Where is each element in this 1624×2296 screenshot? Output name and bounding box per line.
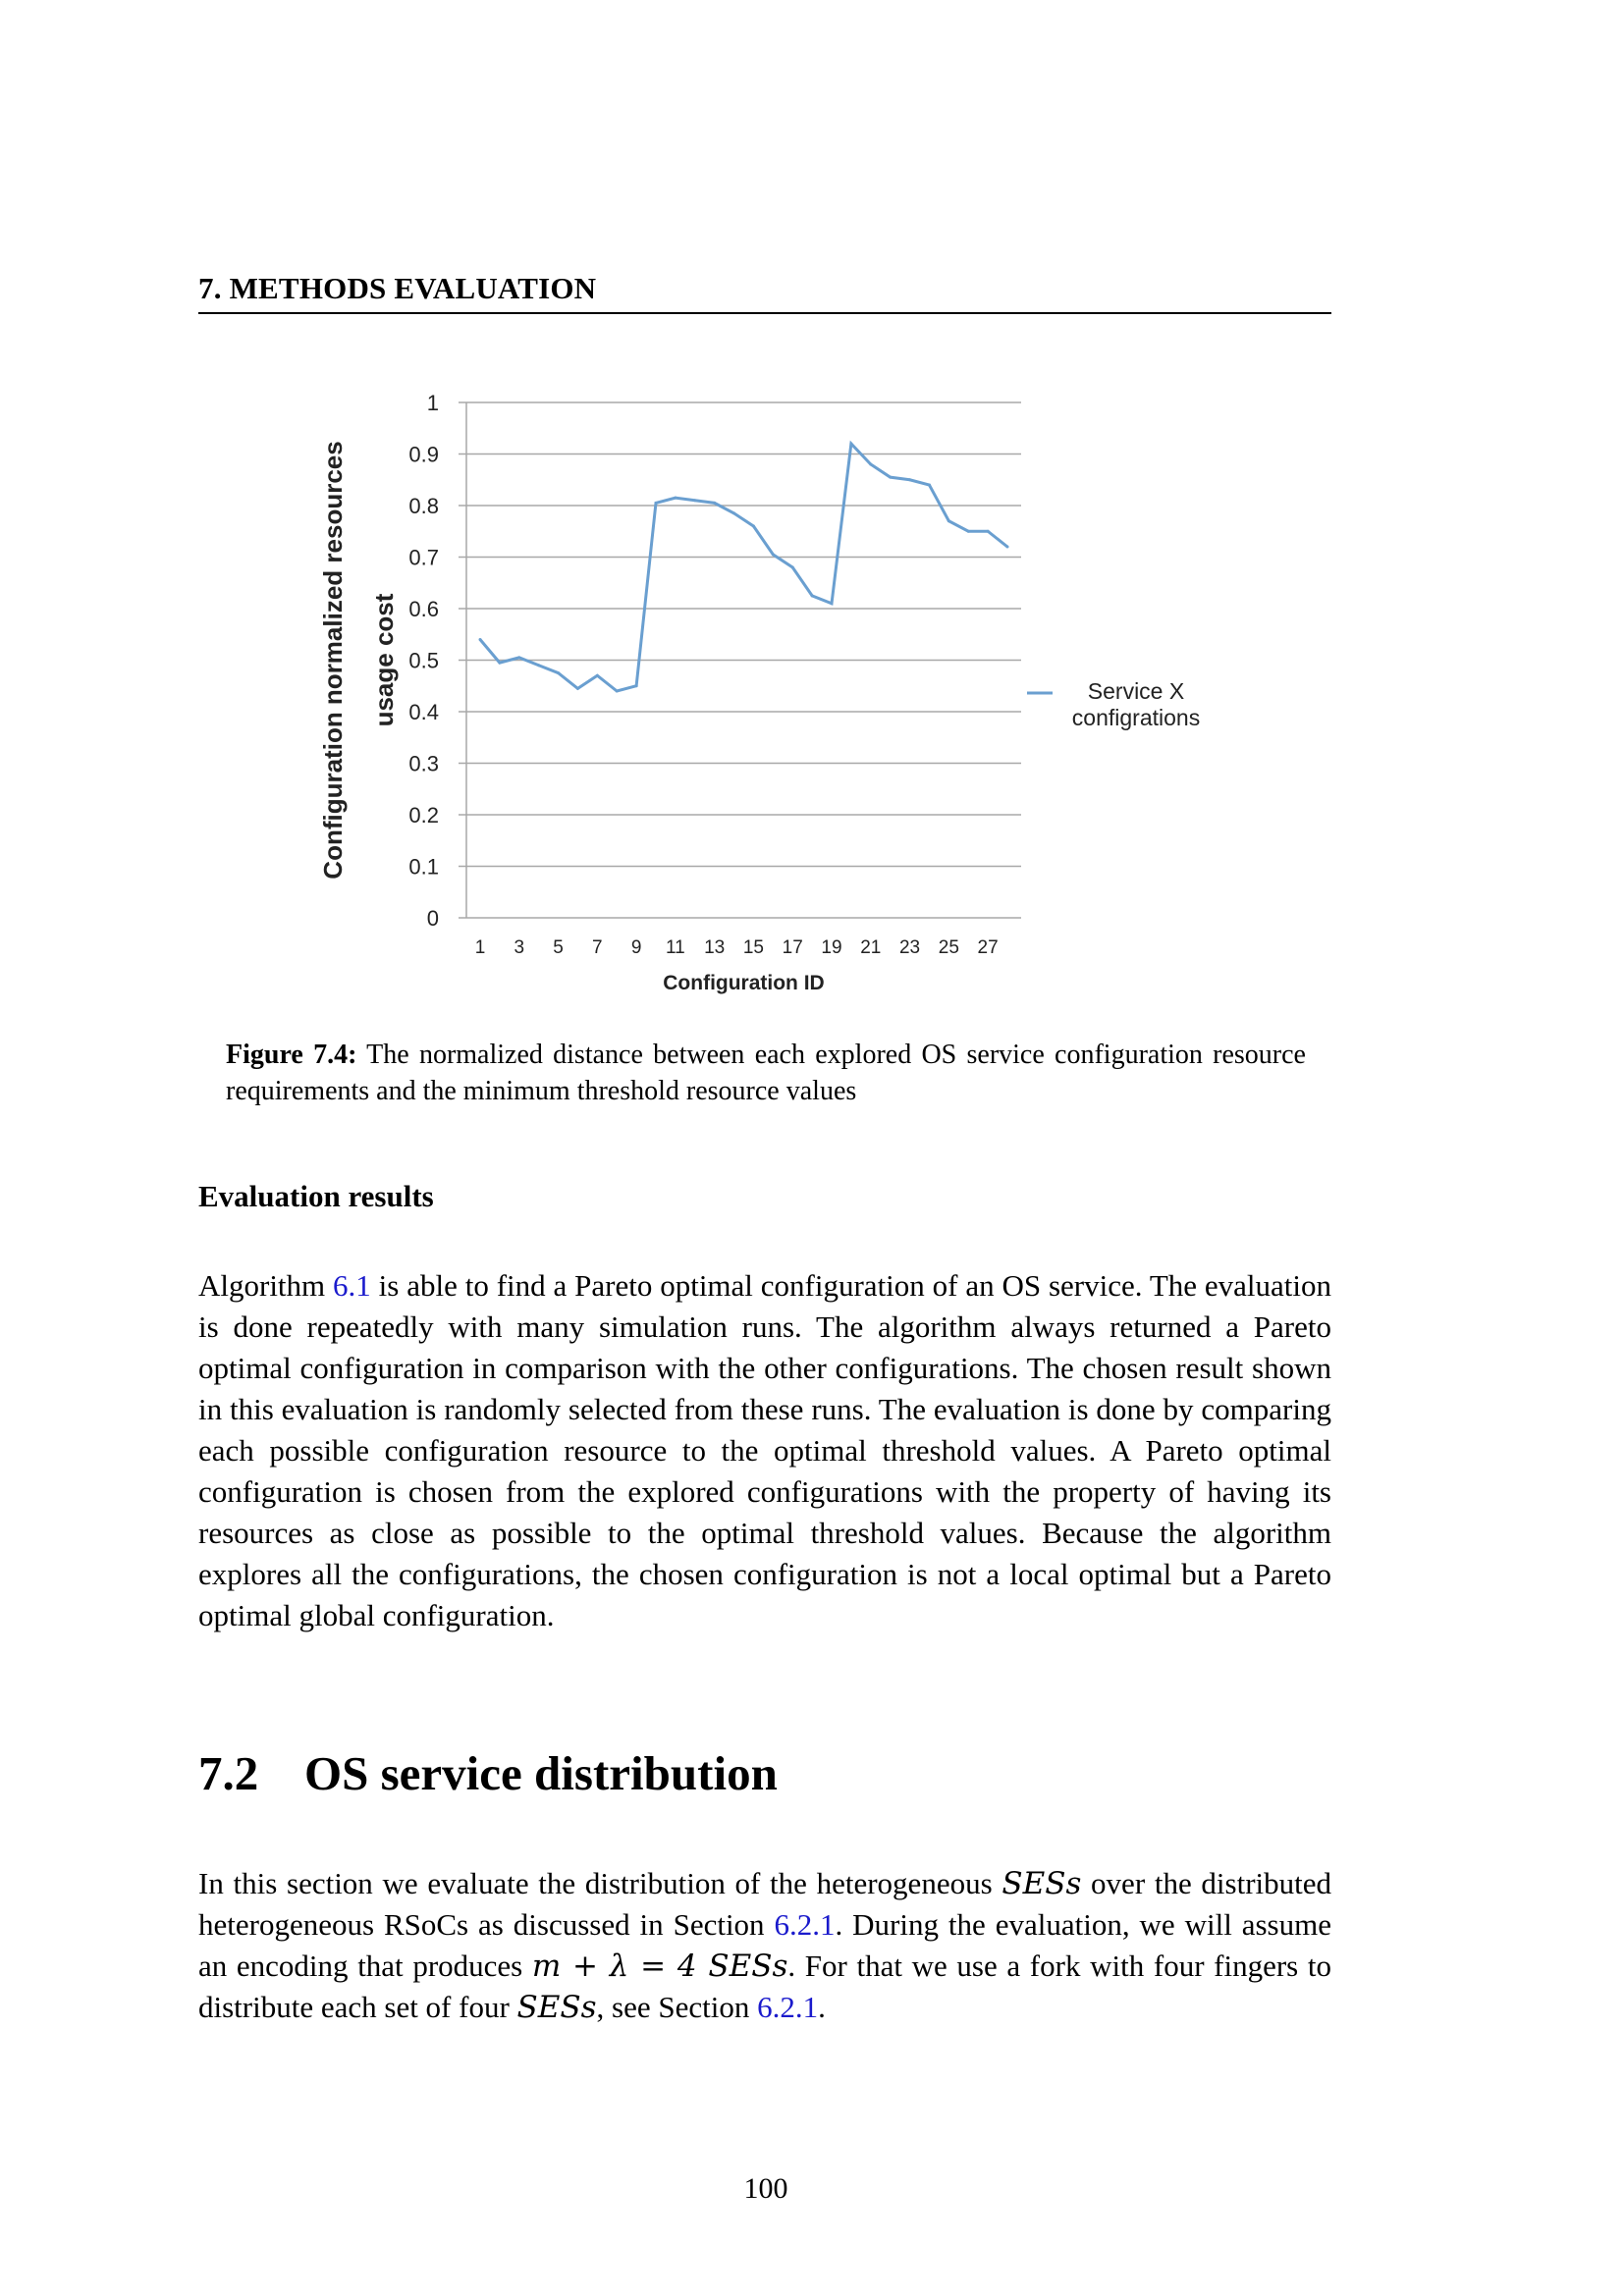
section-heading xyxy=(198,1745,778,1801)
data-point xyxy=(596,674,599,677)
x-tick-label: 27 xyxy=(977,937,999,958)
y-tick-label: 0.7 xyxy=(408,545,439,570)
math-equation: m + λ = 4 SESs xyxy=(531,1949,788,1984)
y-axis-label: Configuration normalized resources xyxy=(318,441,348,880)
figure-label: Figure 7.4: xyxy=(226,1040,357,1070)
x-axis-label: Configuration ID xyxy=(663,972,825,994)
data-point xyxy=(732,511,735,514)
paragraph-evaluation xyxy=(198,1265,1331,1636)
text-run: . During the evaluation, we will assume an encoding that produces xyxy=(198,1907,1331,1983)
x-tick-label: 15 xyxy=(742,937,765,958)
data-point xyxy=(1006,546,1009,549)
text-run: . xyxy=(818,1990,826,2024)
data-point xyxy=(831,602,834,605)
x-tick-label: 17 xyxy=(782,937,803,958)
chart-gridlines xyxy=(459,402,1021,918)
x-tick-label: 1 xyxy=(474,937,486,958)
series-line-service-x xyxy=(480,444,1007,691)
math-ses: SESs xyxy=(1001,1866,1082,1901)
data-point xyxy=(479,638,482,641)
data-point xyxy=(849,443,852,446)
data-point xyxy=(908,478,911,481)
algorithm-reference-link[interactable]: 6.1 xyxy=(333,1268,371,1303)
page-number: 100 xyxy=(743,2172,788,2205)
data-point xyxy=(752,525,755,528)
x-tick-label: 13 xyxy=(704,937,726,958)
x-tick-label: 19 xyxy=(821,937,842,958)
y-tick-label: 0.8 xyxy=(408,494,439,518)
y-tick-label: 0.3 xyxy=(408,751,439,776)
legend-label: Service X xyxy=(1087,678,1185,704)
data-point xyxy=(674,497,677,500)
text-run: over the distributed heterogeneous RSoCs as discussed in Section xyxy=(198,1866,1331,1942)
y-tick-label: 0.2 xyxy=(408,803,439,828)
data-point xyxy=(557,671,560,674)
y-tick-label: 0.5 xyxy=(408,648,439,673)
data-point xyxy=(537,664,540,667)
subheading-evaluation-results: Evaluation results xyxy=(198,1179,434,1213)
y-tick-label: 0.9 xyxy=(408,442,439,467)
math-ses: SESs xyxy=(516,1990,597,2025)
data-point xyxy=(635,684,638,687)
section-number: 7.2 xyxy=(198,1746,259,1800)
x-tick-label: 5 xyxy=(553,937,564,958)
text-run: is able to find a Pareto optimal configuration of an OS service. The evaluation is done repeatedly with many simulation runs. The algorithm always returned a Pareto optimal configuration in comparison with the other configurations. The chosen result shown in this evaluation is randomly selected from these runs. The evaluation is done by comparing each possible configuration resource to the optimal threshold values. A Pareto optimal configuration is chosen from the explored configurations with the property of having its resources as close as possible to the optimal threshold values. Because the algorithm explores all the configurations, the chosen configuration is not a local optimal but a Pareto optimal global configuration. xyxy=(198,1268,1332,1632)
y-tick-label: 0.4 xyxy=(408,700,439,724)
text-run: , see Section xyxy=(596,1990,758,2024)
figure-caption-text: The normalized distance between each explored OS service configuration resource requirements and the minimum threshold resource values xyxy=(226,1040,1306,1106)
data-point xyxy=(791,566,794,569)
header-rule xyxy=(198,312,1331,314)
legend-label-line2: configrations xyxy=(1071,705,1201,730)
section-title: OS service distribution xyxy=(304,1746,778,1800)
data-point xyxy=(713,502,716,505)
data-point xyxy=(576,687,579,690)
data-point xyxy=(967,530,970,533)
x-tick-labels xyxy=(475,937,999,958)
y-axis-label-line2: usage cost xyxy=(369,593,399,727)
x-tick-label: 7 xyxy=(592,937,603,958)
data-point xyxy=(693,499,696,502)
data-point xyxy=(811,594,814,597)
figure-caption xyxy=(226,1037,1306,1109)
data-point xyxy=(616,690,619,693)
data-point xyxy=(947,519,950,522)
text-run: In this section we evaluate the distribution of the heterogeneous xyxy=(198,1866,1002,1900)
series-points xyxy=(479,443,1009,693)
section-reference-link[interactable]: 6.2.1 xyxy=(774,1907,836,1942)
data-point xyxy=(655,502,658,505)
line-chart xyxy=(314,383,1247,1011)
section-reference-link[interactable]: 6.2.1 xyxy=(757,1990,819,2024)
y-tick-label: 0.6 xyxy=(408,597,439,621)
y-tick-label: 1 xyxy=(426,391,439,415)
data-point xyxy=(498,662,501,665)
text-run: . For that we use a fork with four fingers to distribute each set of four xyxy=(198,1949,1332,2024)
x-tick-label: 3 xyxy=(514,937,525,958)
data-point xyxy=(772,553,775,556)
x-tick-label: 21 xyxy=(860,937,882,958)
data-point xyxy=(987,530,990,533)
running-header: 7. METHODS EVALUATION xyxy=(198,271,597,305)
y-tick-label: 0.1 xyxy=(408,854,439,880)
x-tick-label: 25 xyxy=(938,937,959,958)
x-tick-label: 11 xyxy=(666,937,685,958)
data-point xyxy=(869,463,872,466)
text-run: Algorithm xyxy=(198,1268,334,1303)
data-point xyxy=(889,476,892,479)
x-tick-label: 23 xyxy=(898,937,921,958)
data-point xyxy=(517,656,520,659)
y-tick-label: 0 xyxy=(426,906,439,931)
data-point xyxy=(928,484,931,487)
y-tick-labels xyxy=(408,391,439,931)
x-tick-label: 9 xyxy=(630,937,642,958)
paragraph-distribution xyxy=(198,1863,1331,2028)
